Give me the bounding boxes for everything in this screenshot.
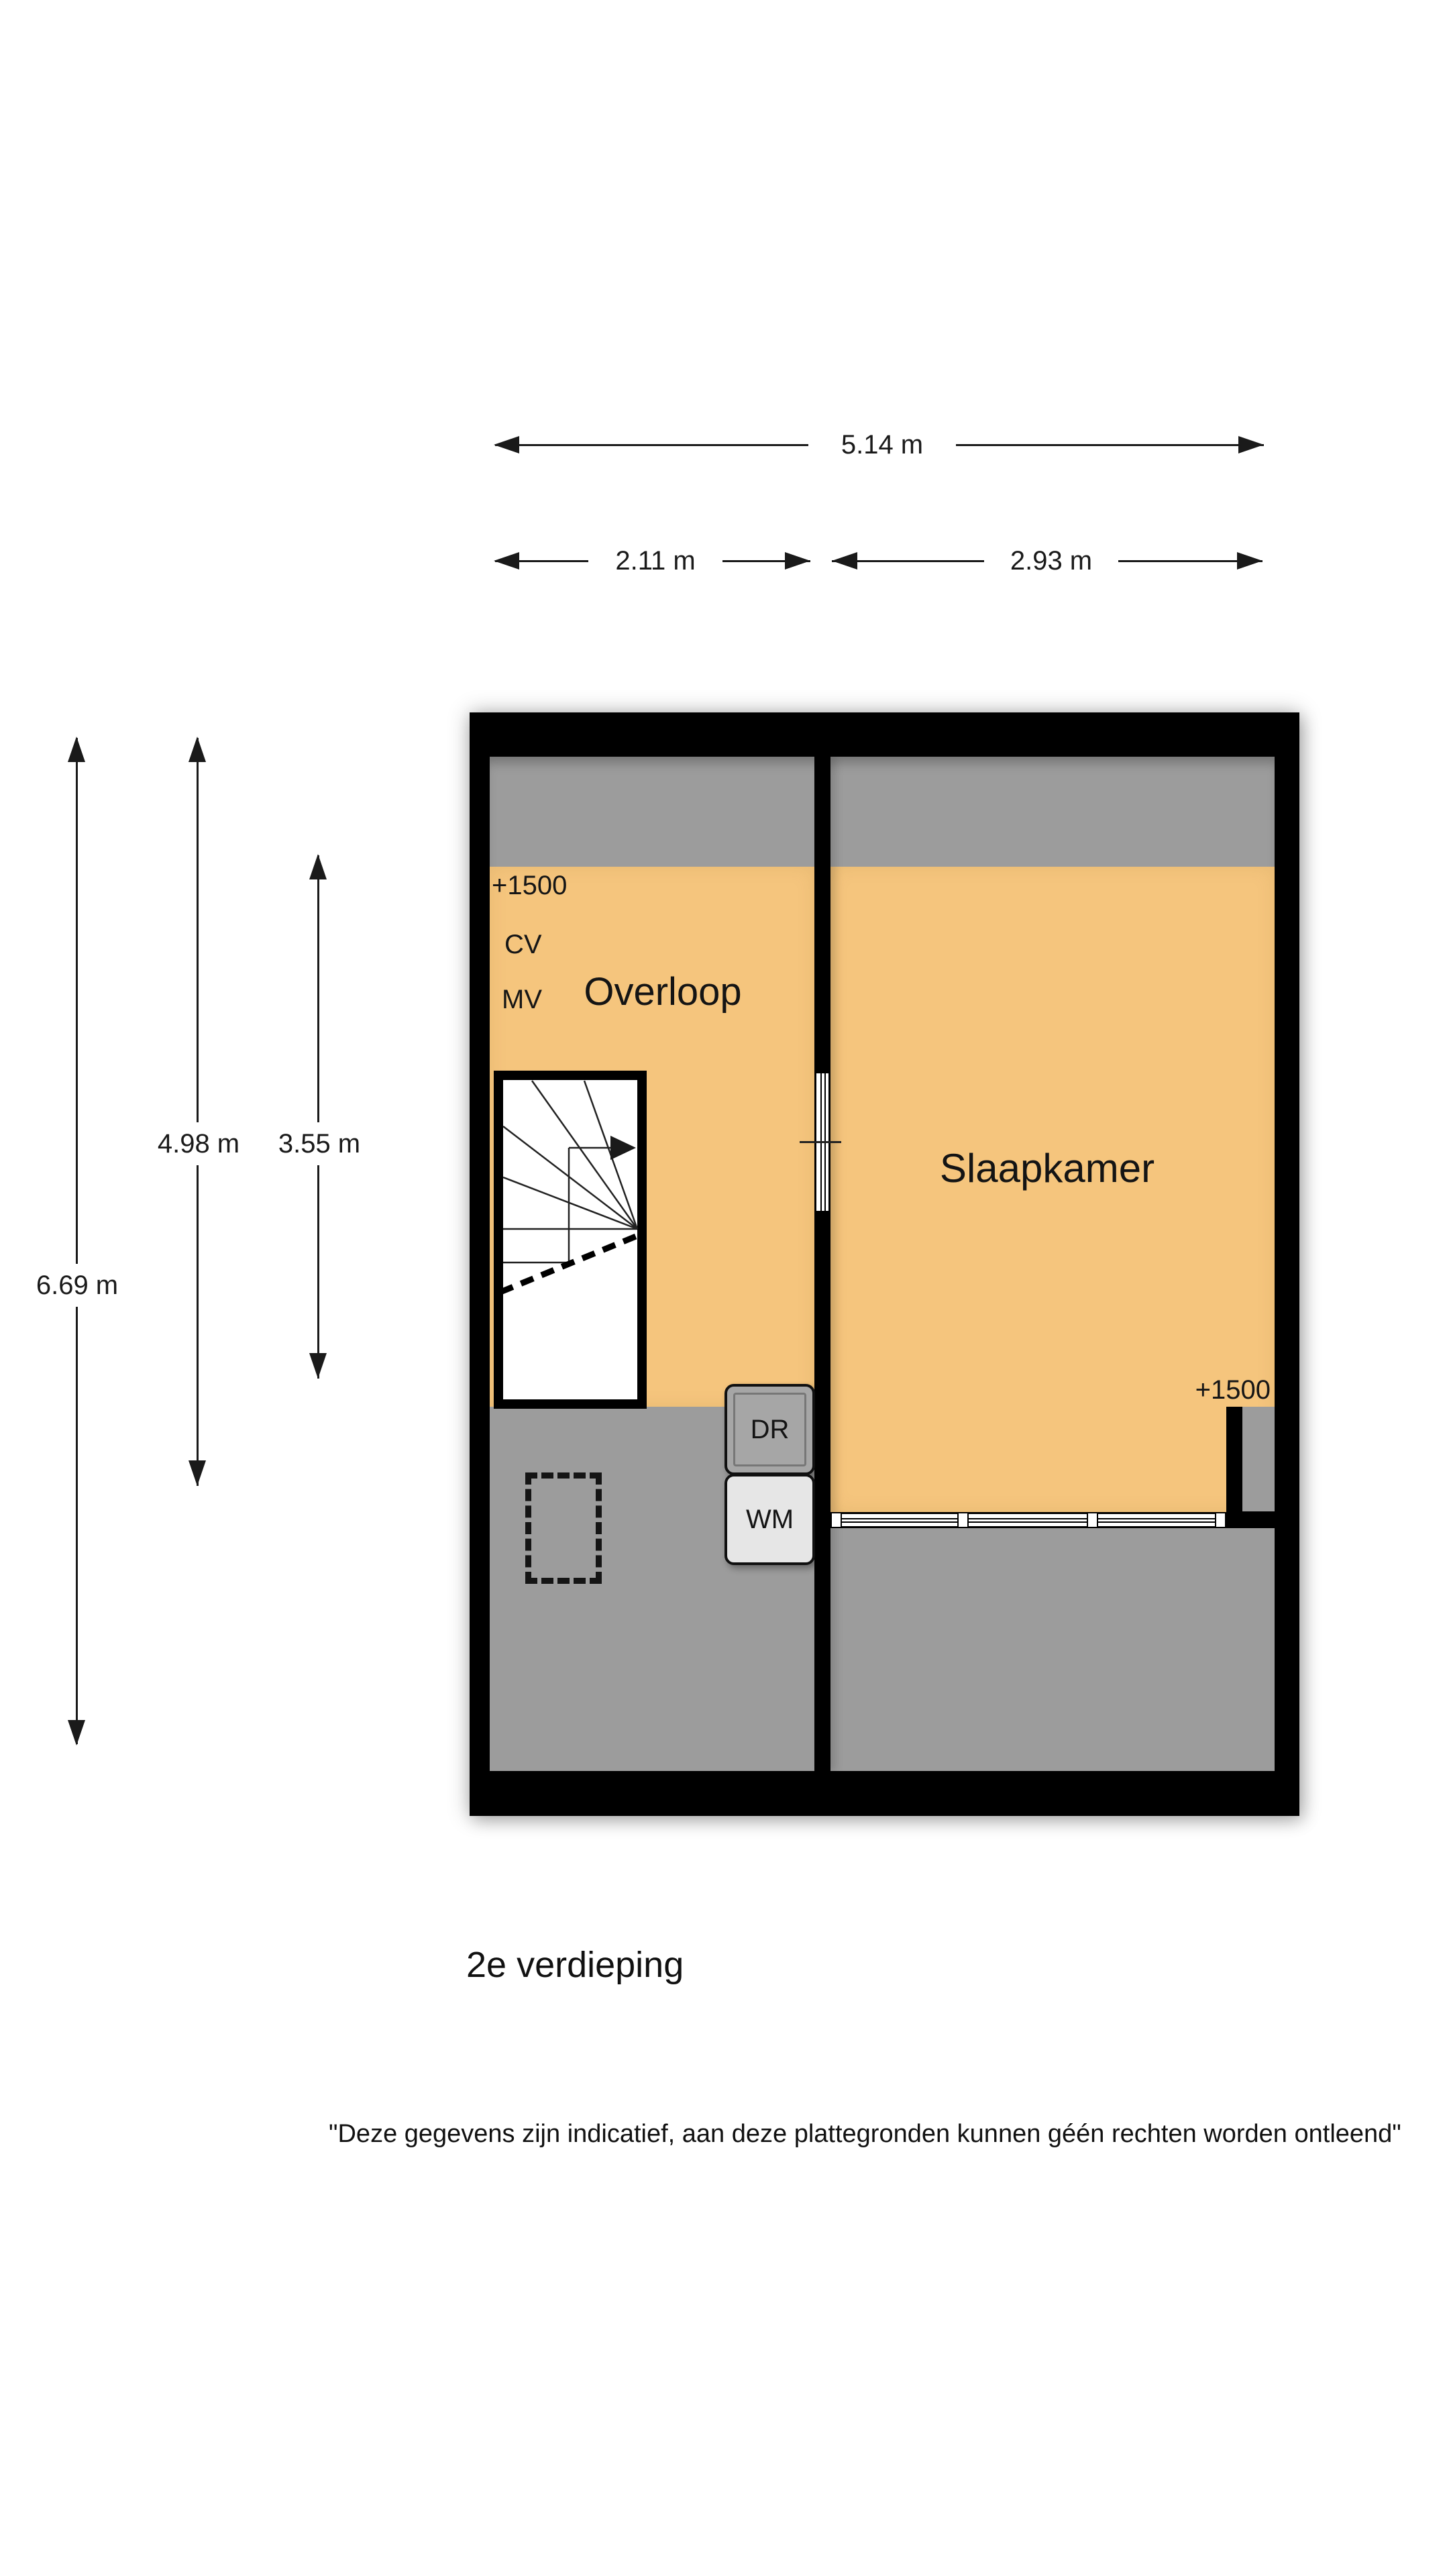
mv-label: MV xyxy=(502,985,542,1014)
washer-unit xyxy=(724,1474,815,1565)
arrowhead-left-icon xyxy=(494,552,519,570)
dim-label-right-width: 2.93 m xyxy=(984,539,1118,582)
arrowhead-up-icon xyxy=(68,737,85,762)
arrowhead-right-icon xyxy=(1238,436,1264,453)
dim-label-stair-zone-height: 3.55 m xyxy=(269,1122,370,1165)
washer-label: WM xyxy=(745,1504,794,1534)
arrowhead-down-icon xyxy=(189,1460,206,1486)
dryer-label: DR xyxy=(750,1414,790,1444)
arrowhead-left-icon xyxy=(494,436,519,453)
arrowhead-down-icon xyxy=(68,1720,85,1746)
knee-wall-pocket xyxy=(1242,1407,1275,1513)
arrowhead-up-icon xyxy=(189,737,206,762)
height-marker-overloop: +1500 xyxy=(492,871,568,900)
low-headroom-strip-top xyxy=(490,757,1275,867)
dryer-unit xyxy=(724,1384,815,1475)
room-label-slaapkamer: Slaapkamer xyxy=(939,1146,1155,1191)
dim-label-left-width: 2.11 m xyxy=(588,539,722,582)
knee-wall-stub xyxy=(1226,1407,1242,1513)
dimension-line-inner-height xyxy=(197,738,199,1486)
arrowhead-down-icon xyxy=(309,1353,327,1379)
window-pane-line xyxy=(830,1518,1226,1519)
roof-window xyxy=(525,1472,602,1584)
window-center-tick xyxy=(800,1141,841,1143)
height-marker-slaapkamer: +1500 xyxy=(1195,1375,1271,1405)
arrowhead-left-icon xyxy=(832,552,857,570)
window-mullion xyxy=(957,1512,969,1528)
dim-label-inner-height: 4.98 m xyxy=(148,1122,249,1165)
dividing-wall xyxy=(814,757,830,1771)
dimension-line-total-height xyxy=(76,738,78,1744)
room-label-overloop: Overloop xyxy=(584,970,742,1014)
window-mullion xyxy=(1215,1512,1226,1528)
knee-wall-base xyxy=(1226,1511,1275,1528)
window-mullion xyxy=(1087,1512,1098,1528)
arrowhead-right-icon xyxy=(1237,552,1263,570)
cv-label: CV xyxy=(504,930,542,959)
dimension-line-stair-zone-height xyxy=(317,855,319,1379)
arrowhead-right-icon xyxy=(785,552,810,570)
window-mullion xyxy=(830,1512,842,1528)
disclaimer-text: "Deze gegevens zijn indicatief, aan deze plattegronden kunnen géén rechten worden ontleend" xyxy=(329,2120,1401,2148)
floor-title: 2e verdieping xyxy=(466,1945,684,1985)
staircase xyxy=(494,1071,647,1409)
arrowhead-up-icon xyxy=(309,854,327,879)
dim-label-total-width: 5.14 m xyxy=(808,423,956,466)
dim-label-total-height: 6.69 m xyxy=(27,1264,127,1307)
low-headroom-area-slaapkamer xyxy=(830,1528,1275,1771)
window-pane-line xyxy=(830,1521,1226,1523)
dryer-door-outline xyxy=(733,1393,806,1466)
bedroom-window xyxy=(830,1512,1226,1528)
